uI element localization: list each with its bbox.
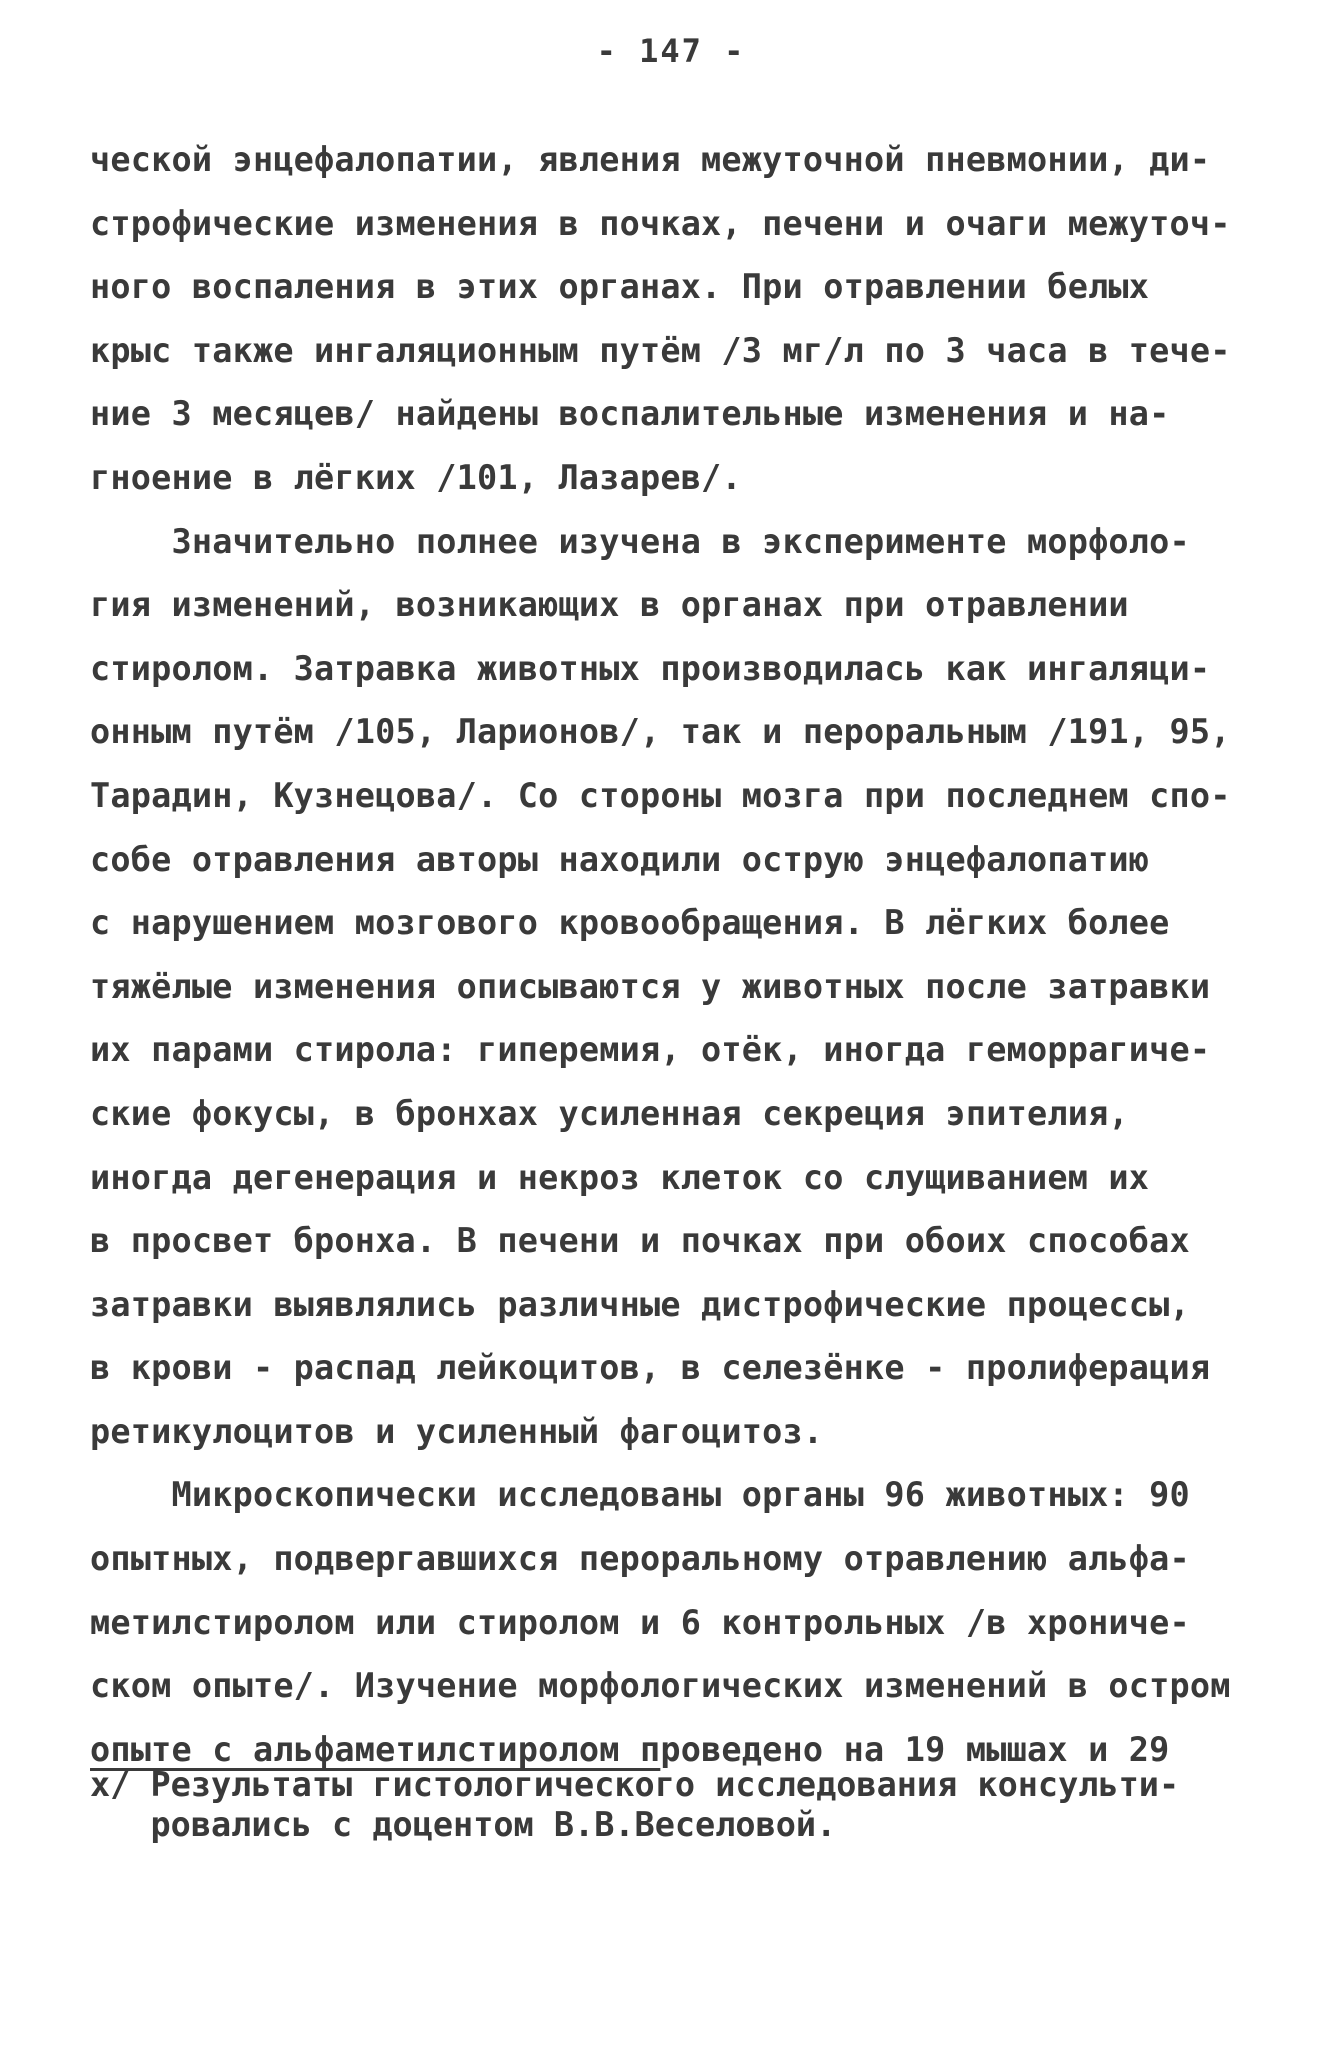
footnote-line: x/ Результаты гистологического исследования консульти- bbox=[90, 1765, 1180, 1804]
text-line: ние 3 месяцев/ найдены воспалительные изменения и на- bbox=[90, 394, 1170, 434]
text-line-rest: роведено на 19 мышах и 29 bbox=[660, 1729, 1170, 1769]
text-line: метилстиролом или стиролом и 6 контрольных /в хрониче- bbox=[90, 1602, 1190, 1642]
underlined-text: опыте с альфаметилстиролом п bbox=[90, 1729, 661, 1769]
text-line: Тарадин, Кузнецова/. Со стороны мозга при последнем спо- bbox=[90, 775, 1231, 815]
text-line: гия изменений, возникающих в органах при отравлении bbox=[90, 585, 1129, 625]
text-line: Микроскопически исследованы органы 96 животных: 90 bbox=[90, 1475, 1190, 1515]
page-number: - 147 - bbox=[596, 32, 746, 70]
text-line: онным путём /105, Ларионов/, так и пероральным /191, 95, bbox=[90, 712, 1231, 752]
text-line: стиролом. Затравка животных производилась как ингаляци- bbox=[90, 648, 1211, 688]
text-line: затравки выявлялись различные дистрофические процессы, bbox=[90, 1284, 1190, 1324]
text-line: их парами стирола: гиперемия, отёк, иногда геморрагиче- bbox=[90, 1030, 1211, 1070]
text-line: в крови - распад лейкоцитов, в селезёнке - пролиферация bbox=[90, 1348, 1211, 1388]
text-line: с нарушением мозгового кровообращения. В лёгких более bbox=[90, 903, 1170, 943]
text-line: иногда дегенерация и некроз клеток со слущиванием их bbox=[90, 1157, 1150, 1197]
footnote bbox=[90, 1765, 1280, 1845]
text-line: ного воспаления в этих органах. При отравлении белых bbox=[90, 267, 1150, 307]
text-line: опытных, подвергавшихся пероральному отравлению альфа- bbox=[90, 1539, 1190, 1579]
text-line: ском опыте/. Изучение морфологических изменений в остром bbox=[90, 1666, 1231, 1706]
text-line: собе отравления авторы находили острую энцефалопатию bbox=[90, 839, 1150, 879]
text-line: ретикулоцитов и усиленный фагоцитоз. bbox=[90, 1411, 824, 1451]
footnote-line: ровались с доцентом В.В.Веселовой. bbox=[90, 1805, 837, 1844]
text-line: ские фокусы, в бронхах усиленная секреция эпителия, bbox=[90, 1093, 1129, 1133]
body-text bbox=[90, 128, 1280, 1781]
text-line: тяжёлые изменения описываются у животных после затравки bbox=[90, 966, 1211, 1006]
text-line: гноение в лёгких /101, Лазарев/. bbox=[90, 457, 742, 497]
text-line: в просвет бронха. В печени и почках при обоих способах bbox=[90, 1221, 1190, 1261]
text-line: ческой энцефалопатии, явления межуточной пневмонии, ди- bbox=[90, 140, 1211, 179]
text-line: строфические изменения в почках, печени и очаги межуточ- bbox=[90, 203, 1231, 243]
text-line: крыс также ингаляционным путём /3 мг/л по 3 часа в тече- bbox=[90, 330, 1231, 370]
text-line: Значительно полнее изучена в эксперименте морфоло- bbox=[90, 521, 1190, 561]
